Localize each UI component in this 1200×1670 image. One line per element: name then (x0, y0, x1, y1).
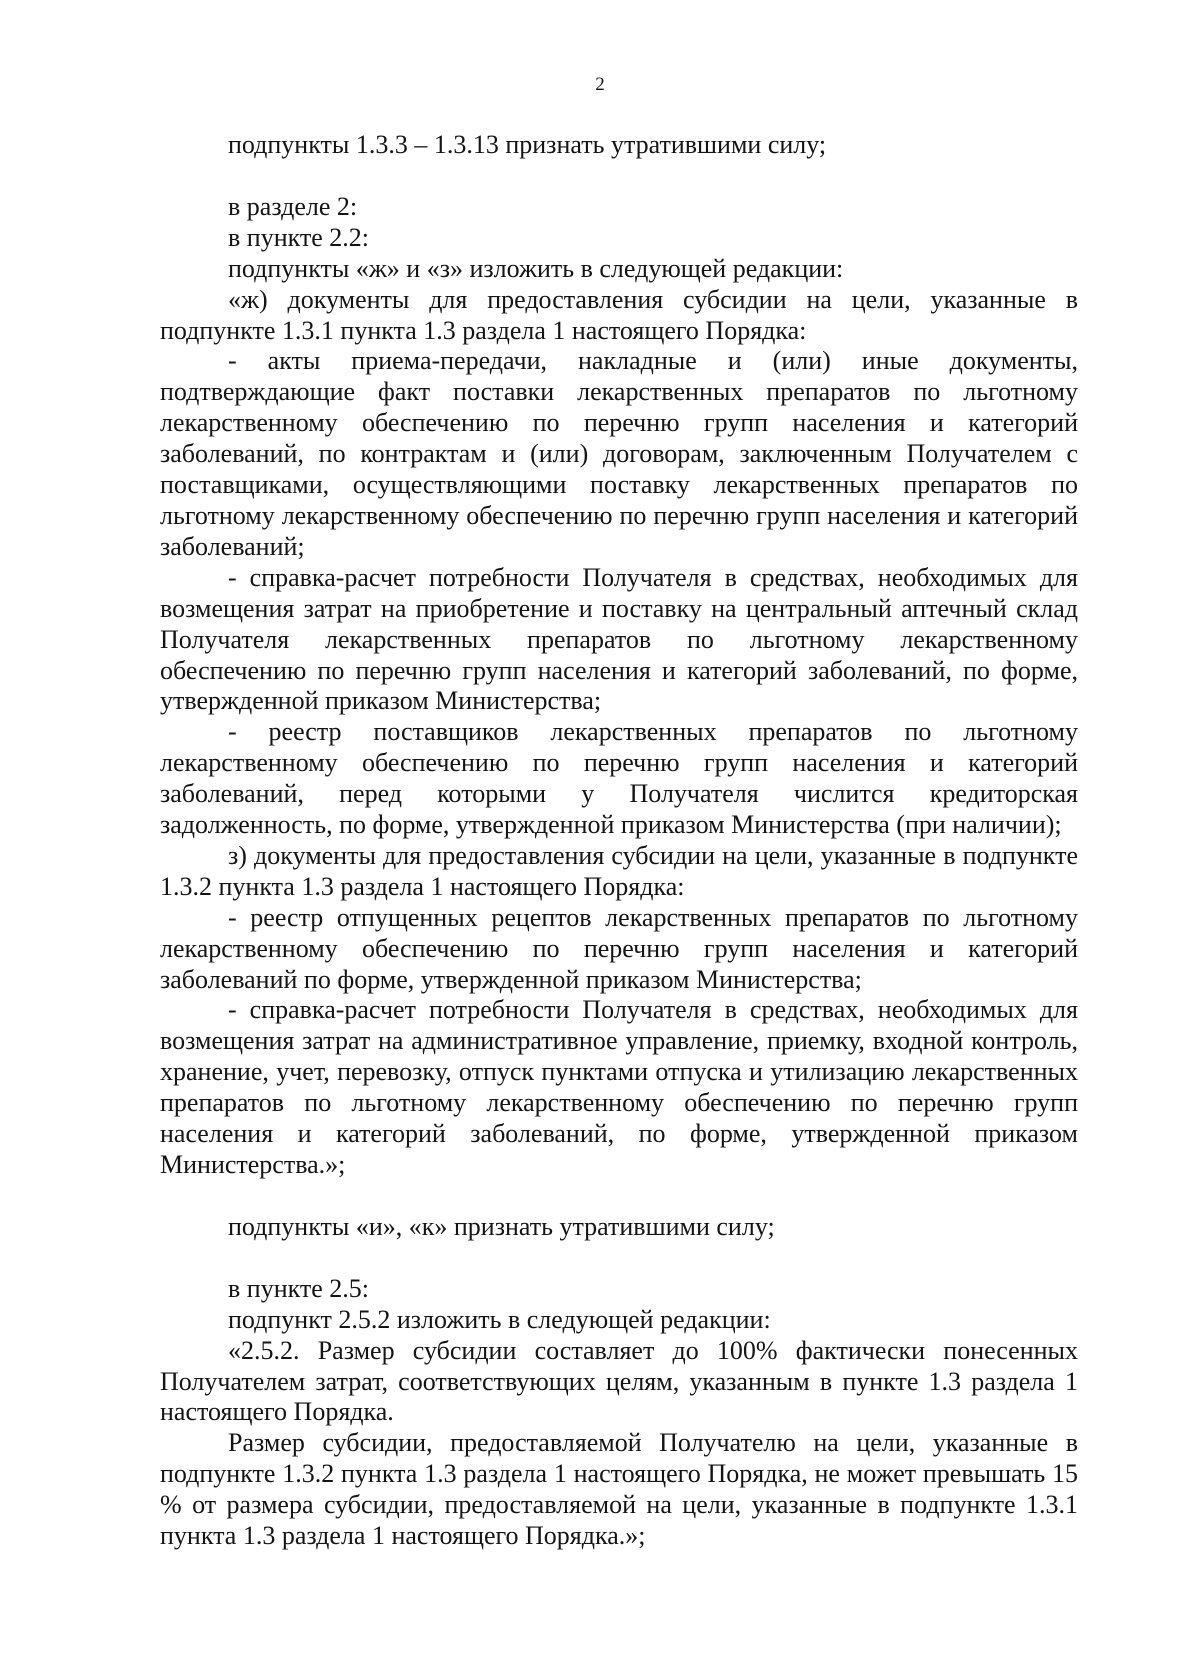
paragraph-gap (160, 1181, 1078, 1212)
paragraph-subsidy-size: «2.5.2. Размер субсидии составляет до 100% фактически понесенных Получателем затрат, соответствующих целям, указанным в пункте 1.3 раздела 1 настоящего Порядка. (160, 1335, 1078, 1427)
paragraph-prescriptions-registry: - реестр отпущенных рецептов лекарственных препаратов по льготному лекарственному обеспечению по перечню групп населения и категорий заболеваний по форме, утвержденной приказом Министерства; (160, 902, 1078, 994)
paragraph-gap (160, 161, 1078, 192)
paragraph-subpoints-zh-z: подпункты «ж» и «з» изложить в следующей редакции: (228, 253, 844, 283)
paragraph-gap (160, 1243, 1078, 1274)
paragraph-calculation-1: - справка-расчет потребности Получателя в средствах, необходимых для возмещения затрат на приобретение и поставку на центральный аптечный склад Получателя лекарственных препаратов по льготному лекарственному обеспечению по перечню групп населения и категорий заболеваний, по форме, утвержденной приказом Министерства; (160, 562, 1078, 716)
paragraph-subsidy-limit: Размер субсидии, предоставляемой Получателю на цели, указанные в подпункте 1.3.2 пункта 1.3 раздела 1 настоящего Порядка, не может превышать 15 % от размера субсидии, предоставляемой на цели, указанные в подпункте 1.3.1 пункта 1.3 раздела 1 настоящего Порядка.»; (160, 1428, 1078, 1551)
paragraph-section-2: в разделе 2: (228, 191, 358, 221)
paragraph-acts: - акты приема-передачи, накладные и (или) иные документы, подтверждающие факт поставки лекарственных препаратов по льготному лекарственному обеспечению по перечню групп населения и категорий заболеваний, по контрактам и (или) договорам, заключенным Получателем с поставщиками, осуществляющими поставку лекарственных препаратов по льготному лекарственному обеспечению по перечню групп населения и категорий заболеваний; (160, 346, 1078, 561)
document-body (160, 130, 1078, 1552)
paragraph-point-2-2: в пункте 2.2: (228, 222, 370, 252)
page-number: 2 (595, 74, 605, 95)
paragraph-z: з) документы для предоставления субсидии на цели, указанные в подпункте 1.3.2 пункта 1.3 раздела 1 настоящего Порядка: (160, 840, 1078, 901)
paragraph-suppliers-registry: - реестр поставщиков лекарственных препаратов по льготному лекарственному обеспечению по перечню групп населения и категорий заболеваний, перед которыми у Получателя числится кредиторская задолженность, по форме, утвержденной приказом Министерства (при наличии); (160, 717, 1078, 840)
paragraph-repeal-1-3-3: подпункты 1.3.3 – 1.3.13 признать утратившими силу; (228, 130, 827, 159)
paragraph-point-2-5: в пункте 2.5: (228, 1273, 370, 1303)
paragraph-subpoint-2-5-2: подпункт 2.5.2 изложить в следующей редакции: (228, 1304, 771, 1334)
paragraph-calculation-2: - справка-расчет потребности Получателя в средствах, необходимых для возмещения затрат на административное управление, приемку, входной контроль, хранение, учет, перевозку, отпуск пунктами отпуска и утилизацию лекарственных препаратов по льготному лекарственному обеспечению по перечню групп населения и категорий заболеваний, по форме, утвержденной приказом Министерства.»; (160, 995, 1078, 1179)
paragraph-zh: «ж) документы для предоставления субсидии на цели, указанные в подпункте 1.3.1 пункта 1.3 раздела 1 настоящего Порядка: (160, 284, 1078, 345)
paragraph-repeal-i-k: подпункты «и», «к» признать утратившими силу; (228, 1211, 775, 1241)
